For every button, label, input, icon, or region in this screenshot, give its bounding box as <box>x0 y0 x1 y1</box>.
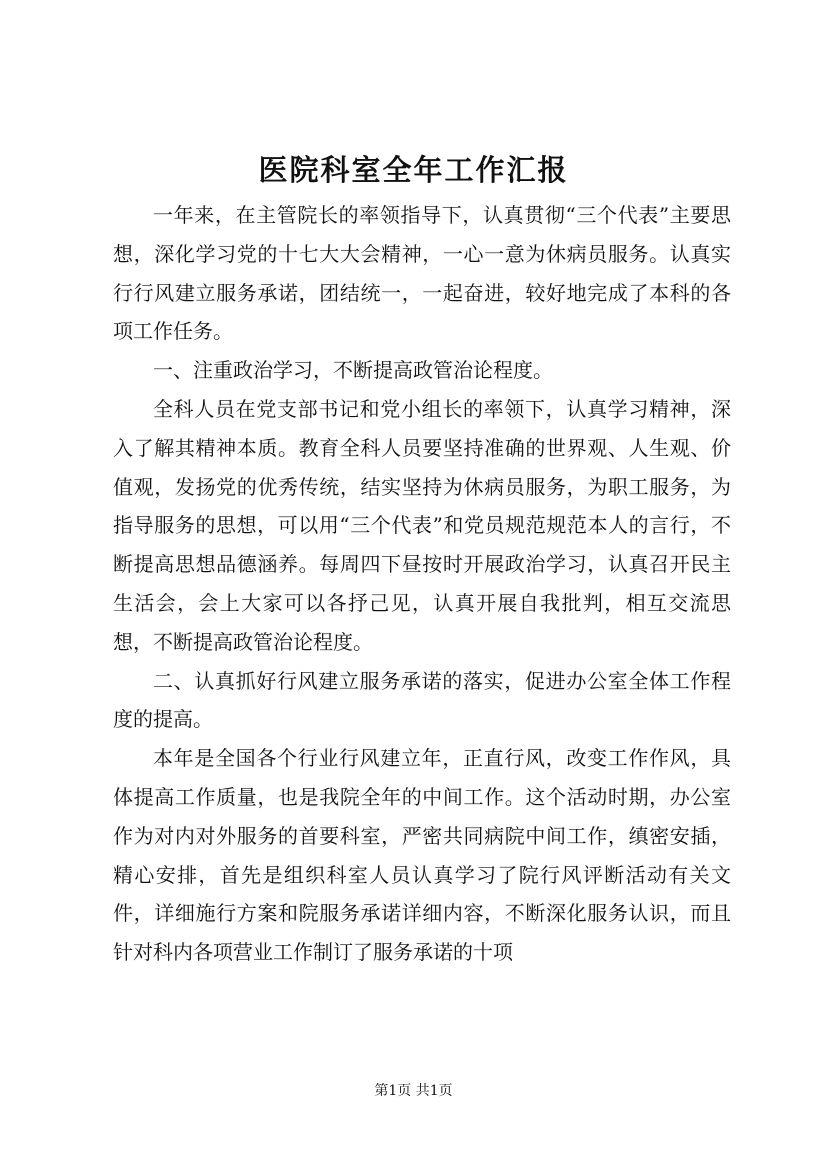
page-footer: 第1页 共1页 <box>374 1083 453 1099</box>
paragraph-intro: 一年来，在主管院长的率领指导下，认真贯彻“三个代表”主要思想，深化学习党的十七大大会精神，一心一意为休病员服务。认真实行行风建立服务承诺，团结统一，一起奋进，较好地完成了本科的各项工作任务。 <box>113 203 731 344</box>
section-heading-2: 二、认真抓好行风建立服务承诺的落实，促进办公室全体工作程度的提高。 <box>113 668 731 732</box>
paragraph-section-1: 全科人员在党支部书记和党小组长的率领下，认真学习精神，深入了解其精神本质。教育全科人员要坚持准确的世界观、人生观、价值观，发扬党的优秀传统，结实坚持为休病员服务，为职工服务，为指导服务的思想，可以用“三个代表”和党员规范规范本人的言行，不断提高思想品德涵养。每周四下昼按时开展政治学习，认真召开民主生活会，会上大家可以各抒己见，认真开展自我批判，相互交流思想，不断提高政管治论程度。 <box>113 396 731 654</box>
section-heading-1: 一、注重政治学习，不断提高政管治论程度。 <box>153 358 553 383</box>
document-title: 医院科室全年工作汇报 <box>258 153 569 187</box>
document-body <box>113 196 731 972</box>
paragraph-section-2: 本年是全国各个行业行风建立年，正直行风，改变工作作风，具体提高工作质量，也是我院全年的中间工作。这个活动时期，办公室作为对内对外服务的首要科室，严密共同病院中间工作，缜密安插，精心安排，首先是组织科室人员认真学习了院行风评断活动有关文件，详细施行方案和院服务承诺详细内容，不断深化服务认识，而且针对科内各项营业工作制订了服务承诺的十项 <box>113 746 731 965</box>
